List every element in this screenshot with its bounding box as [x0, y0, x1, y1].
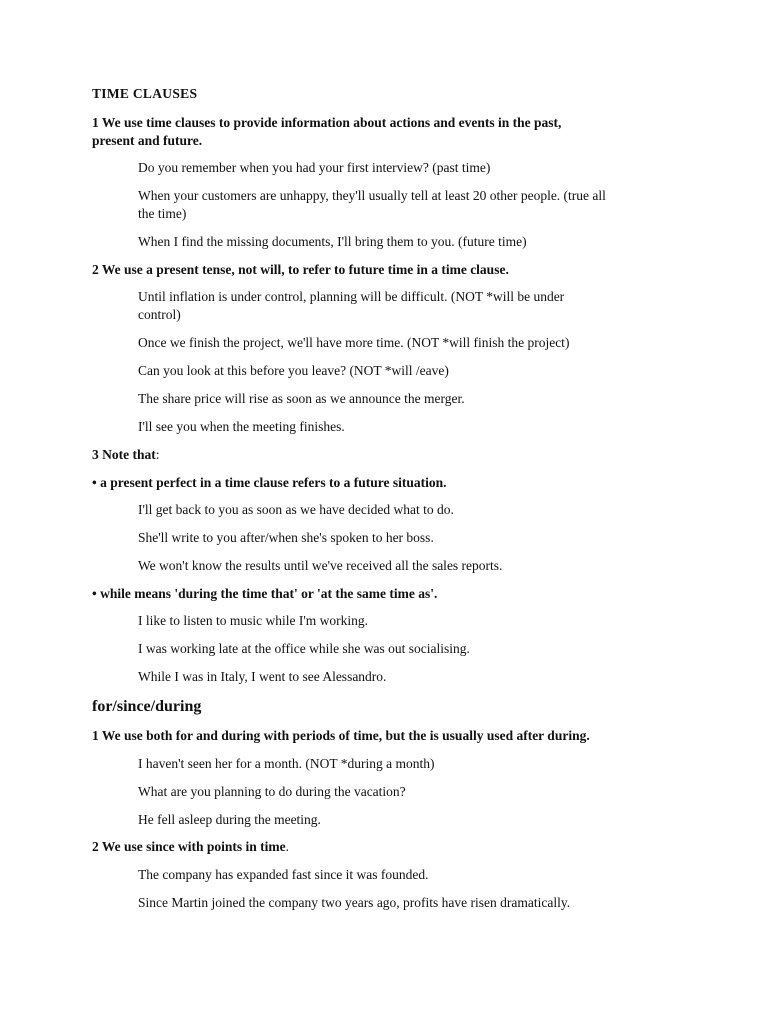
example-sentence: I'll get back to you as soon as we have decided what to do.: [138, 502, 454, 517]
section-3-heading-colon: :: [155, 447, 160, 462]
section-1-heading-line-2: present and future.: [92, 133, 203, 148]
example-sentence: I haven't seen her for a month. (NOT *during a month): [138, 756, 435, 771]
example-sentence-continued: the time): [138, 206, 187, 221]
page-title: TIME CLAUSES: [92, 86, 198, 101]
example-sentence: Do you remember when you had your first interview? (past time): [138, 160, 491, 175]
subtitle-for-since-during: for/since/during: [92, 698, 202, 715]
section-3-heading-text: 3 Note that: [92, 447, 156, 462]
example-sentence: I like to listen to music while I'm working.: [138, 613, 369, 628]
example-sentence: What are you planning to do during the vacation?: [138, 784, 406, 799]
example-sentence: I was working late at the office while she was out socialising.: [138, 641, 470, 656]
example-sentence: The share price will rise as soon as we announce the merger.: [138, 391, 465, 406]
example-sentence: We won't know the results until we've received all the sales reports.: [138, 558, 503, 573]
example-sentence: Once we finish the project, we'll have more time. (NOT *will finish the project): [138, 335, 570, 350]
example-sentence: She'll write to you after/when she's spoken to her boss.: [138, 530, 434, 545]
fsd-section-2-heading-text: 2 We use since with points in time: [92, 839, 286, 854]
bullet-point: • a present perfect in a time clause refers to a future situation.: [92, 475, 447, 490]
bullet-point: • while means 'during the time that' or 'at the same time as'.: [92, 586, 438, 601]
example-sentence: When your customers are unhappy, they'll usually tell at least 20 other people. (true all: [138, 188, 606, 203]
example-sentence: While I was in Italy, I went to see Alessandro.: [138, 669, 387, 684]
example-sentence: Can you look at this before you leave? (NOT *will /eave): [138, 363, 449, 378]
section-3-heading: [92, 446, 160, 464]
example-sentence: He fell asleep during the meeting.: [138, 812, 321, 827]
fsd-section-2-heading-period: .: [285, 839, 290, 854]
example-sentence: When I find the missing documents, I'll bring them to you. (future time): [138, 234, 527, 249]
section-2-heading: 2 We use a present tense, not will, to refer to future time in a time clause.: [92, 262, 509, 277]
example-sentence: Until inflation is under control, planning will be difficult. (NOT *will be under: [138, 289, 565, 304]
example-sentence: I'll see you when the meeting finishes.: [138, 419, 345, 434]
example-sentence: Since Martin joined the company two years ago, profits have risen dramatically.: [138, 895, 571, 910]
fsd-section-2-heading: [92, 838, 289, 856]
example-sentence-continued: control): [138, 307, 181, 322]
fsd-section-1-heading: 1 We use both for and during with periods of time, but the is usually used after during.: [92, 728, 590, 743]
example-sentence: The company has expanded fast since it was founded.: [138, 867, 429, 882]
section-1-heading-line-1: 1 We use time clauses to provide information about actions and events in the past,: [92, 115, 562, 130]
